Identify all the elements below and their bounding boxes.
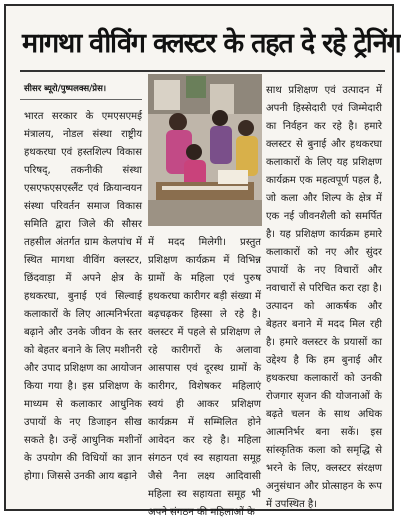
article-column-2: में मदद मिलेगी। प्रस्तुत प्रशिक्षण कार्यक्रम में विभिन्न ग्रामों के महिला एवं पुरुष हथकरघा कारीगर बड़ी संख्या में बढ़चढ़कर हिस्सा ले रहे है। क्लस्टर में पहले से प्रशिक्षण ले रहे कारीगरों के अलावा आसपास एवं दूरस्थ ग्रामों के कारीगर, विशेषकर महिलाएं स्वयं ही आकर प्रशिक्षण कार्यक्रम में सम्मिलित होने आवेदन कर रहे है। महिला संगठन एवं स्व सहायता समूह जैसे नैना लक्ष्य आदिवासी महिला स्व सहायता समूह भी अपने संगठन की महिलाओं के bbox=[148, 237, 261, 518]
headline: मागथा वीविंग क्लस्टर के तहत दे रहे ट्रेनिंग bbox=[22, 28, 401, 59]
headline-rule bbox=[20, 70, 385, 72]
article-column-3: साथ प्रशिक्षण एवं उत्पादन में अपनी हिस्सेदारी एवं जिम्मेदारी का निर्वहन कर रहे है। हमारे क्लस्टर से बुनाई और हथकरघा कलाकारों के लिए यह प्रशिक्षण कार्यक्रम एक महत्वपूर्ण पहल है, जो कला और शिल्प के क्षेत्र में एक नई जीवनशैली को समर्पित है। यह प्रशिक्षण कार्यक्रम हमारे कलाकारों को नए और सुंदर उपायों के नए विचारों और नवाचारों से परिचित करा रहा है। उत्पादन को आकर्षक और बेहतर बनाने में मदद मिल रही है। हमारे क्लस्टर के प्रयासों का उद्देश्य है कि हम बुनाई और हथकरघा कलाकारों को उनकी रोजगार सृजन की योजनाओं के बढ़ते चलन के साथ अधिक आत्मनिर्भर बना सकें। इस सांस्कृतिक कला को समृद्धि से भरने के लिए, क्लस्टर संरक्षण अनुसंधान और प्रोत्साहन के रूप में उपस्थित है। bbox=[266, 85, 382, 510]
article-column-1: भारत सरकार के एमएसएमई मंत्रालय, नोडल संस्था राष्ट्रीय हथकरघा एवं हस्तशिल्प विकास परिषद्, तकनीकी संस्था एसएफएसएस्लैंट एवं क्रियान्वयन संस्था परिवर्तन समाज विकास समिति द्वारा जिले की सौसर तहसील अंतर्गत ग्राम केलपांच में स्थित मागथा वीविंग क्लस्टर, छिंदवाड़ा में अपने क्षेत्र के हथकरघा, बुनाई एवं सिल्वाई कलाकारों के लिए आत्मनिर्भरता बढ़ाने और उनके जीवन के स्तर को बेहतर बनाने के लिए मशीनरी और उपाद प्रशिक्षण का आयोजन किया गया है। इस प्रशिक्षण के माध्यम से कलाकार आधुनिक उपायों के नए डिजाइन सीख सकते है। उन्हें आधुनिक मशीनों के उपयोग की विधियों का ज्ञान होगा। जिससे उनकी आय बढ़ाने bbox=[24, 111, 142, 482]
training-photo bbox=[148, 74, 262, 226]
byline: सीसर ब्यूरो/पुष्पलक्स/प्रेस। bbox=[24, 84, 107, 94]
byline-rule bbox=[20, 99, 142, 100]
photo-illustration bbox=[148, 74, 262, 226]
